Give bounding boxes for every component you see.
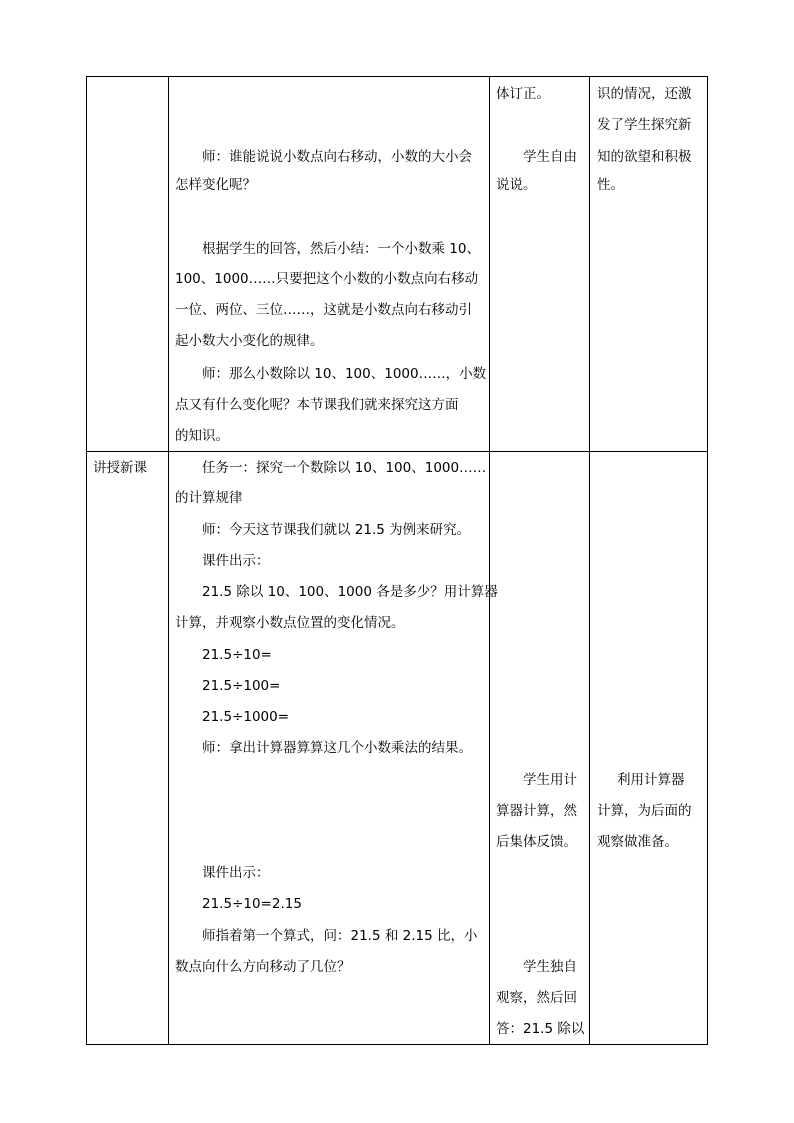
table-right-border: [707, 76, 708, 1045]
teacher-text-line: 师指着第一个算式，问：21.5 和 2.15 比，小: [202, 928, 478, 944]
design-intent-line: 发了学生探究新: [597, 117, 692, 133]
teacher-text-line: 100、1000……只要把这个小数的小数点向右移动: [175, 271, 479, 287]
teacher-text-line: 师：谁能说说小数点向右移动，小数的大小会: [202, 149, 472, 165]
teacher-text-line: 计算，并观察小数点位置的变化情况。: [175, 615, 405, 631]
teacher-text-line: 一位、两位、三位……，这就是小数点向右移动引: [175, 302, 472, 318]
teacher-text-line: 师：今天这节课我们就以 21.5 为例来研究。: [202, 522, 471, 538]
teacher-text-line: 根据学生的回答，然后小结：一个小数乘 10、: [202, 241, 480, 257]
column-divider-1: [168, 76, 169, 1045]
design-intent-line: 性。: [597, 177, 624, 193]
teacher-text-line: 起小数大小变化的规律。: [175, 333, 324, 349]
teacher-text-line: 师：那么小数除以 10、100、1000……，小数: [202, 366, 487, 382]
design-intent-line: 知的欲望和积极: [597, 149, 692, 165]
teacher-text-line: 课件出示：: [202, 553, 270, 569]
teacher-text-line: 师：拿出计算器算算这几个小数乘法的结果。: [202, 740, 472, 756]
student-activity-line: 答：21.5 除以: [496, 1021, 585, 1037]
student-activity-line: 说说。: [496, 177, 537, 193]
teacher-text-line: 的计算规律: [175, 490, 243, 506]
column-divider-3: [589, 76, 590, 1045]
student-activity-line: 观察，然后回: [496, 990, 577, 1006]
teacher-text-line: 怎样变化呢？: [175, 177, 256, 193]
equation-line: 21.5÷10=: [202, 647, 272, 663]
student-activity-line: 后集体反馈。: [496, 834, 577, 850]
equation-line: 21.5÷10=2.15: [202, 896, 302, 912]
table-bottom-border: [86, 1044, 708, 1045]
design-intent-line: 识的情况，还激: [597, 86, 692, 102]
table-top-border: [86, 76, 708, 77]
teacher-text-line: 点又有什么变化呢？本节课我们就来探究这方面: [175, 397, 459, 413]
equation-line: 21.5÷1000=: [202, 709, 290, 725]
design-intent-line: 利用计算器: [617, 772, 685, 788]
equation-line: 21.5÷100=: [202, 678, 281, 694]
section-label: 讲授新课: [93, 460, 147, 476]
student-activity-line: 学生独自: [523, 959, 577, 975]
teacher-text-line: 的知识。: [175, 428, 229, 444]
design-intent-line: 计算，为后面的: [597, 803, 692, 819]
table-left-border: [86, 76, 87, 1045]
design-intent-line: 观察做准备。: [597, 834, 678, 850]
row-divider: [86, 451, 708, 452]
teacher-text-line: 任务一：探究一个数除以 10、100、1000……: [202, 460, 487, 476]
student-activity-line: 学生自由: [523, 149, 577, 165]
teacher-text-line: 21.5 除以 10、100、1000 各是多少？用计算器: [202, 584, 498, 600]
student-activity-line: 算器计算，然: [496, 803, 577, 819]
student-activity-line: 学生用计: [523, 772, 577, 788]
student-activity-line: 体订正。: [496, 86, 550, 102]
teacher-text-line: 数点向什么方向移动了几位？: [175, 959, 351, 975]
teacher-text-line: 课件出示：: [202, 865, 270, 881]
column-divider-2: [489, 76, 490, 1045]
